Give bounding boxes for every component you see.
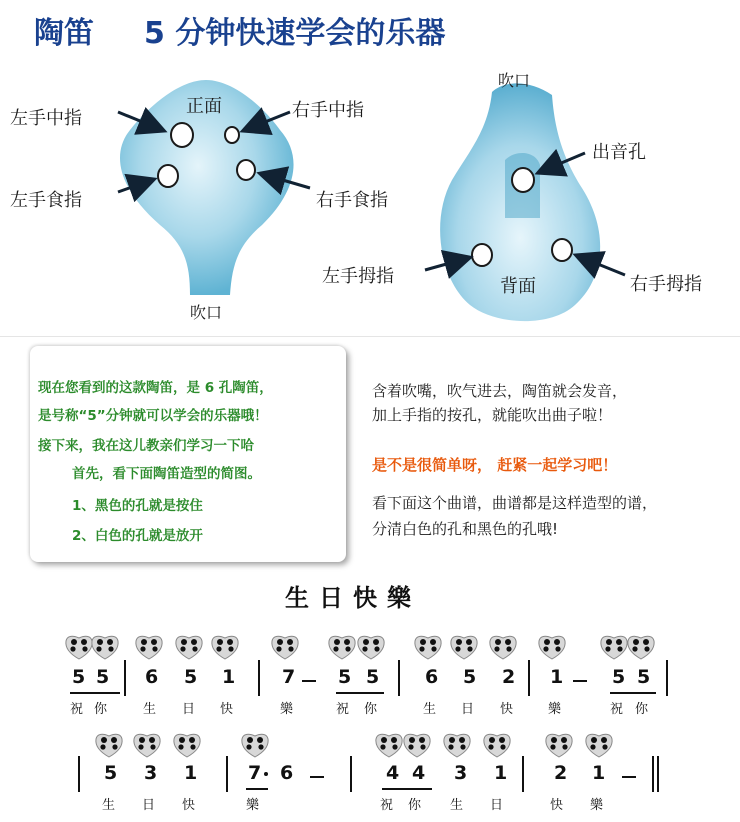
bar-line [226,756,228,792]
fingering-icon [132,732,162,758]
score-note: 1 [592,762,606,784]
intro-line: 首先，看下面陶笛造型的简图。 [72,466,261,482]
score-lyric: 快 [500,702,514,717]
bar-line [652,756,654,792]
score-lyric: 你 [364,702,378,717]
score-note: 1 [494,762,508,784]
score-note: 1 [222,666,236,688]
bar-line [522,756,524,792]
fingering-icon [449,634,479,660]
score-lyric: 日 [142,798,156,813]
fingering-icon [482,732,512,758]
score-lyric: 你 [635,702,649,717]
score-lyric: 祝 [70,702,84,717]
score-lyric: 快 [550,798,564,813]
intro-line: 是号称“5”分钟就可以学会的乐器哦！ [38,408,268,424]
fingering-icon [134,634,164,660]
score-note: 7 [282,666,296,688]
score-note: 5 [637,666,651,688]
bar-line [258,660,260,696]
score-lyric: 樂 [590,798,604,813]
score-lyric: 日 [461,702,475,717]
score-note: 4 [412,762,426,784]
score-lyric: 快 [220,702,234,717]
score-lyric: 生 [423,702,437,717]
fingering-icon [327,634,357,660]
fingering-icon [537,634,567,660]
label-left-thumb: 左手拇指 [322,266,394,287]
label-right-index: 右手食指 [316,190,388,211]
label-right-middle: 右手中指 [292,100,364,121]
score-note: 5 [96,666,110,688]
bar-line [78,756,80,792]
bar-line [528,660,530,696]
score-note: 5 [366,666,380,688]
fingering-icon [626,634,656,660]
fingering-icon [488,634,518,660]
label-front-mouth: 吹口 [190,303,223,322]
fingering-icon [374,732,404,758]
score-note: 1 [184,762,198,784]
dotted-note-dot [264,772,268,776]
fingering-icon [413,634,443,660]
fingering-icon [584,732,614,758]
score-lyric: 日 [182,702,196,717]
right-text: 分清白色的孔和黑色的孔哦! [372,520,559,538]
score-note: 2 [502,666,516,688]
fingering-icon [210,634,240,660]
score-lyric: 快 [182,798,196,813]
score-note: 3 [454,762,468,784]
score-note: 5 [72,666,86,688]
score-lyric: 你 [94,702,108,717]
fingering-icon [172,732,202,758]
score-lyric: 生 [450,798,464,813]
label-back-mouth: 吹口 [498,71,531,90]
score-note: 7 [248,762,262,784]
label-front-face: 正面 [186,96,222,117]
score-note: 1 [550,666,564,688]
bar-line [666,660,668,696]
intro-line: 现在您看到的这款陶笛，是 6 孔陶笛， [38,380,273,396]
bar-line [350,756,352,792]
score-lyric: 你 [408,798,422,813]
fingering-icon [174,634,204,660]
bar-line [657,756,659,792]
score-lyric: 祝 [336,702,350,717]
score-lyric: 生 [143,702,157,717]
score-note: 6 [425,666,439,688]
right-text: 加上手指的按孔，就能吹出曲子啦！ [372,406,613,424]
sustain-dash [573,680,587,682]
score-note: 5 [184,666,198,688]
page-title: 陶笛 [34,16,94,51]
sustain-dash [310,776,324,778]
fingering-icon [240,732,270,758]
score-lyric: 日 [490,798,504,813]
bar-line [398,660,400,696]
score-note: 3 [144,762,158,784]
intro-line: 1、黑色的孔就是按住 [72,498,203,514]
score-note: 2 [554,762,568,784]
fingering-icon [402,732,432,758]
label-left-middle: 左手中指 [10,108,82,129]
intro-line: 接下来，我在这儿教亲们学习一下哈 [38,438,254,454]
right-text: 含着吹嘴，吹气进去，陶笛就会发音， [372,382,628,400]
label-left-index: 左手食指 [10,190,82,211]
score-lyric: 樂 [548,702,562,717]
score-lyric: 祝 [610,702,624,717]
score-lyric: 樂 [246,798,260,813]
fingering-icon [356,634,386,660]
eighth-underline [610,692,656,694]
label-right-thumb: 右手拇指 [630,274,702,295]
right-text: 看下面这个曲谱，曲谱都是这样造型的谱， [372,494,658,512]
score-note: 4 [386,762,400,784]
bar-line [124,660,126,696]
eighth-underline [382,788,432,790]
sustain-dash [622,776,636,778]
eighth-underline [246,788,268,790]
right-highlight: 是不是很简单呀， 赶紧一起学习吧！ [372,456,618,474]
intro-line: 2、白色的孔就是放开 [72,528,203,544]
label-back-face: 背面 [500,276,536,297]
sustain-dash [302,680,316,682]
fingering-icon [599,634,629,660]
fingering-icon [90,634,120,660]
score-note: 6 [280,762,294,784]
fingering-icon [94,732,124,758]
fingering-icon [544,732,574,758]
fingering-icon [270,634,300,660]
score-lyric: 祝 [380,798,394,813]
score-title: 生日快樂 [285,584,421,612]
page-subtitle: 5 分钟快速学会的乐器 [144,16,446,51]
score-note: 6 [145,666,159,688]
score-note: 5 [338,666,352,688]
fingering-icon [442,732,472,758]
score-note: 5 [463,666,477,688]
score-lyric: 生 [102,798,116,813]
score-lyric: 樂 [280,702,294,717]
eighth-underline [336,692,384,694]
score-note: 5 [612,666,626,688]
label-sound-hole: 出音孔 [592,142,646,163]
score-note: 5 [104,762,118,784]
eighth-underline [70,692,120,694]
